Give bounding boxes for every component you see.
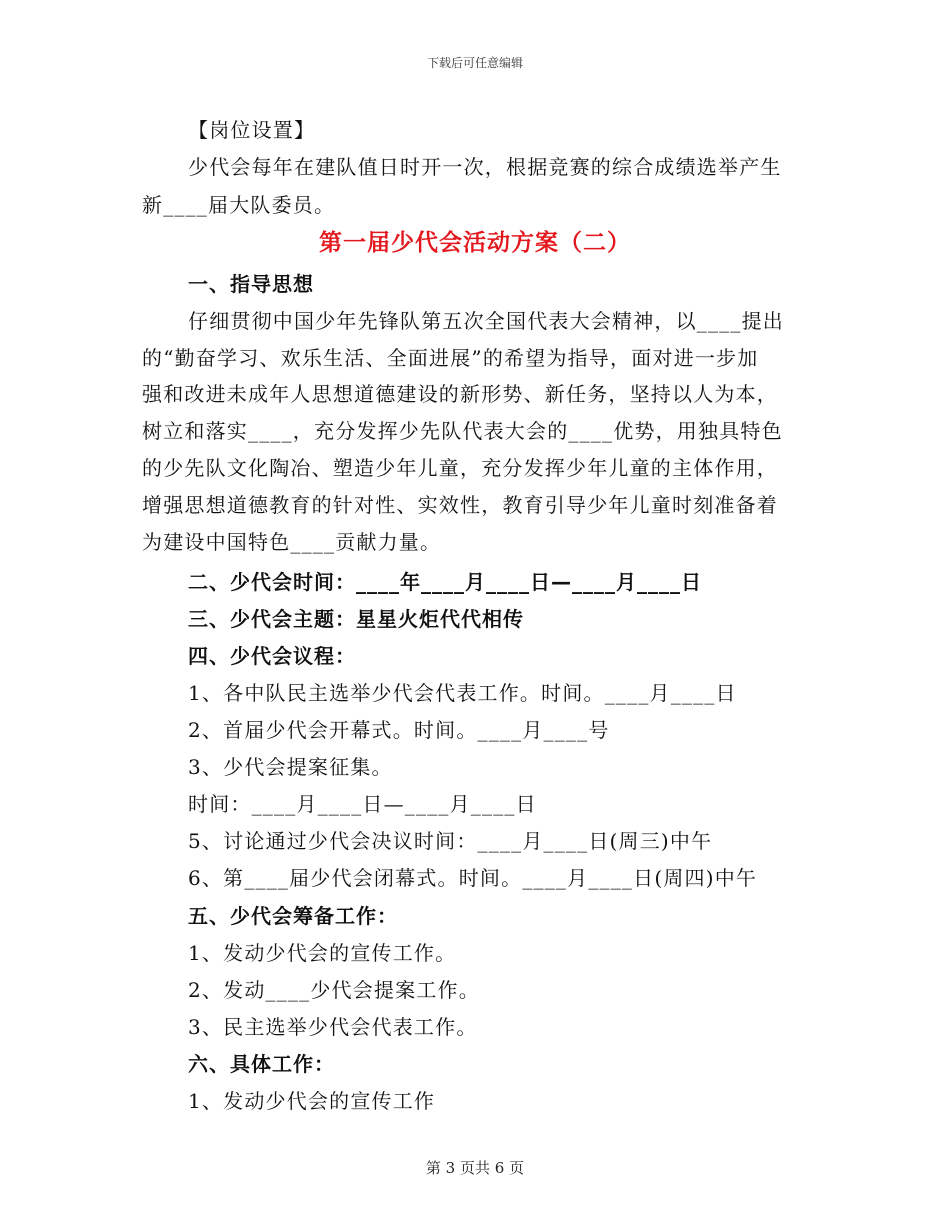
preparation-item: 2、发动____少代会提案工作。 (188, 978, 480, 1002)
agenda-item: 1、各中队民主选举少代会代表工作。时间。____月____日 (188, 681, 737, 705)
agenda-item: 时间：____月____日—____月____日 (188, 792, 537, 816)
paragraph-line: 增强思想道德教育的针对性、实效性，教育引导少年儿童时刻准备着 (142, 493, 778, 517)
document-title: 第一届少代会活动方案（二） (319, 230, 631, 256)
section-heading-time: 二、少代会时间：____年____月____日—____月____日 (188, 570, 702, 594)
paragraph-line: 树立和落实____，充分发挥少先队代表大会的____优势，用独具特色 (142, 419, 783, 443)
page-footer: 第 3 页共 6 页 (425, 1159, 525, 1177)
agenda-item: 5、讨论通过少代会决议时间：____月____日(周三)中午 (188, 829, 713, 853)
paragraph-line: 的少先队文化陶冶、塑造少年儿童，充分发挥少年儿童的主体作用， (142, 456, 778, 480)
agenda-item: 3、少代会提案征集。 (188, 755, 393, 779)
paragraph-line: 新____届大队委员。 (142, 193, 336, 217)
paragraph-line: 的“勤奋学习、欢乐生活、全面进展”的希望为指导，面对进一步加 (142, 346, 759, 370)
section-heading-specific-work: 六、具体工作： (188, 1052, 335, 1076)
paragraph-line: 为建设中国特色____贡献力量。 (142, 530, 442, 554)
specific-work-item: 1、发动少代会的宣传工作 (188, 1089, 436, 1113)
page-header: 下载后可任意编辑 (426, 56, 523, 70)
section-heading-preparation: 五、少代会筹备工作： (188, 904, 398, 928)
preparation-item: 1、发动少代会的宣传工作。 (188, 941, 457, 965)
agenda-item: 6、第____届少代会闭幕式。时间。____月____日(周四)中午 (188, 866, 758, 890)
section-heading-position: 【岗位设置】 (188, 118, 316, 142)
paragraph-line: 仔细贯彻中国少年先锋队第五次全国代表大会精神，以____提出 (188, 309, 784, 333)
section-heading-agenda: 四、少代会议程： (188, 644, 356, 668)
section-heading-theme: 三、少代会主题：星星火炬代代相传 (188, 607, 524, 631)
paragraph-line: 强和改进未成年人思想道德建设的新形势、新任务，坚持以人为本， (142, 382, 778, 406)
preparation-item: 3、民主选举少代会代表工作。 (188, 1015, 478, 1039)
paragraph-line: 少代会每年在建队值日时开一次，根据竞赛的综合成绩选举产生 (188, 155, 782, 179)
section-heading-guiding-thought: 一、指导思想 (188, 272, 314, 296)
agenda-item: 2、首届少代会开幕式。时间。____月____号 (188, 718, 610, 742)
